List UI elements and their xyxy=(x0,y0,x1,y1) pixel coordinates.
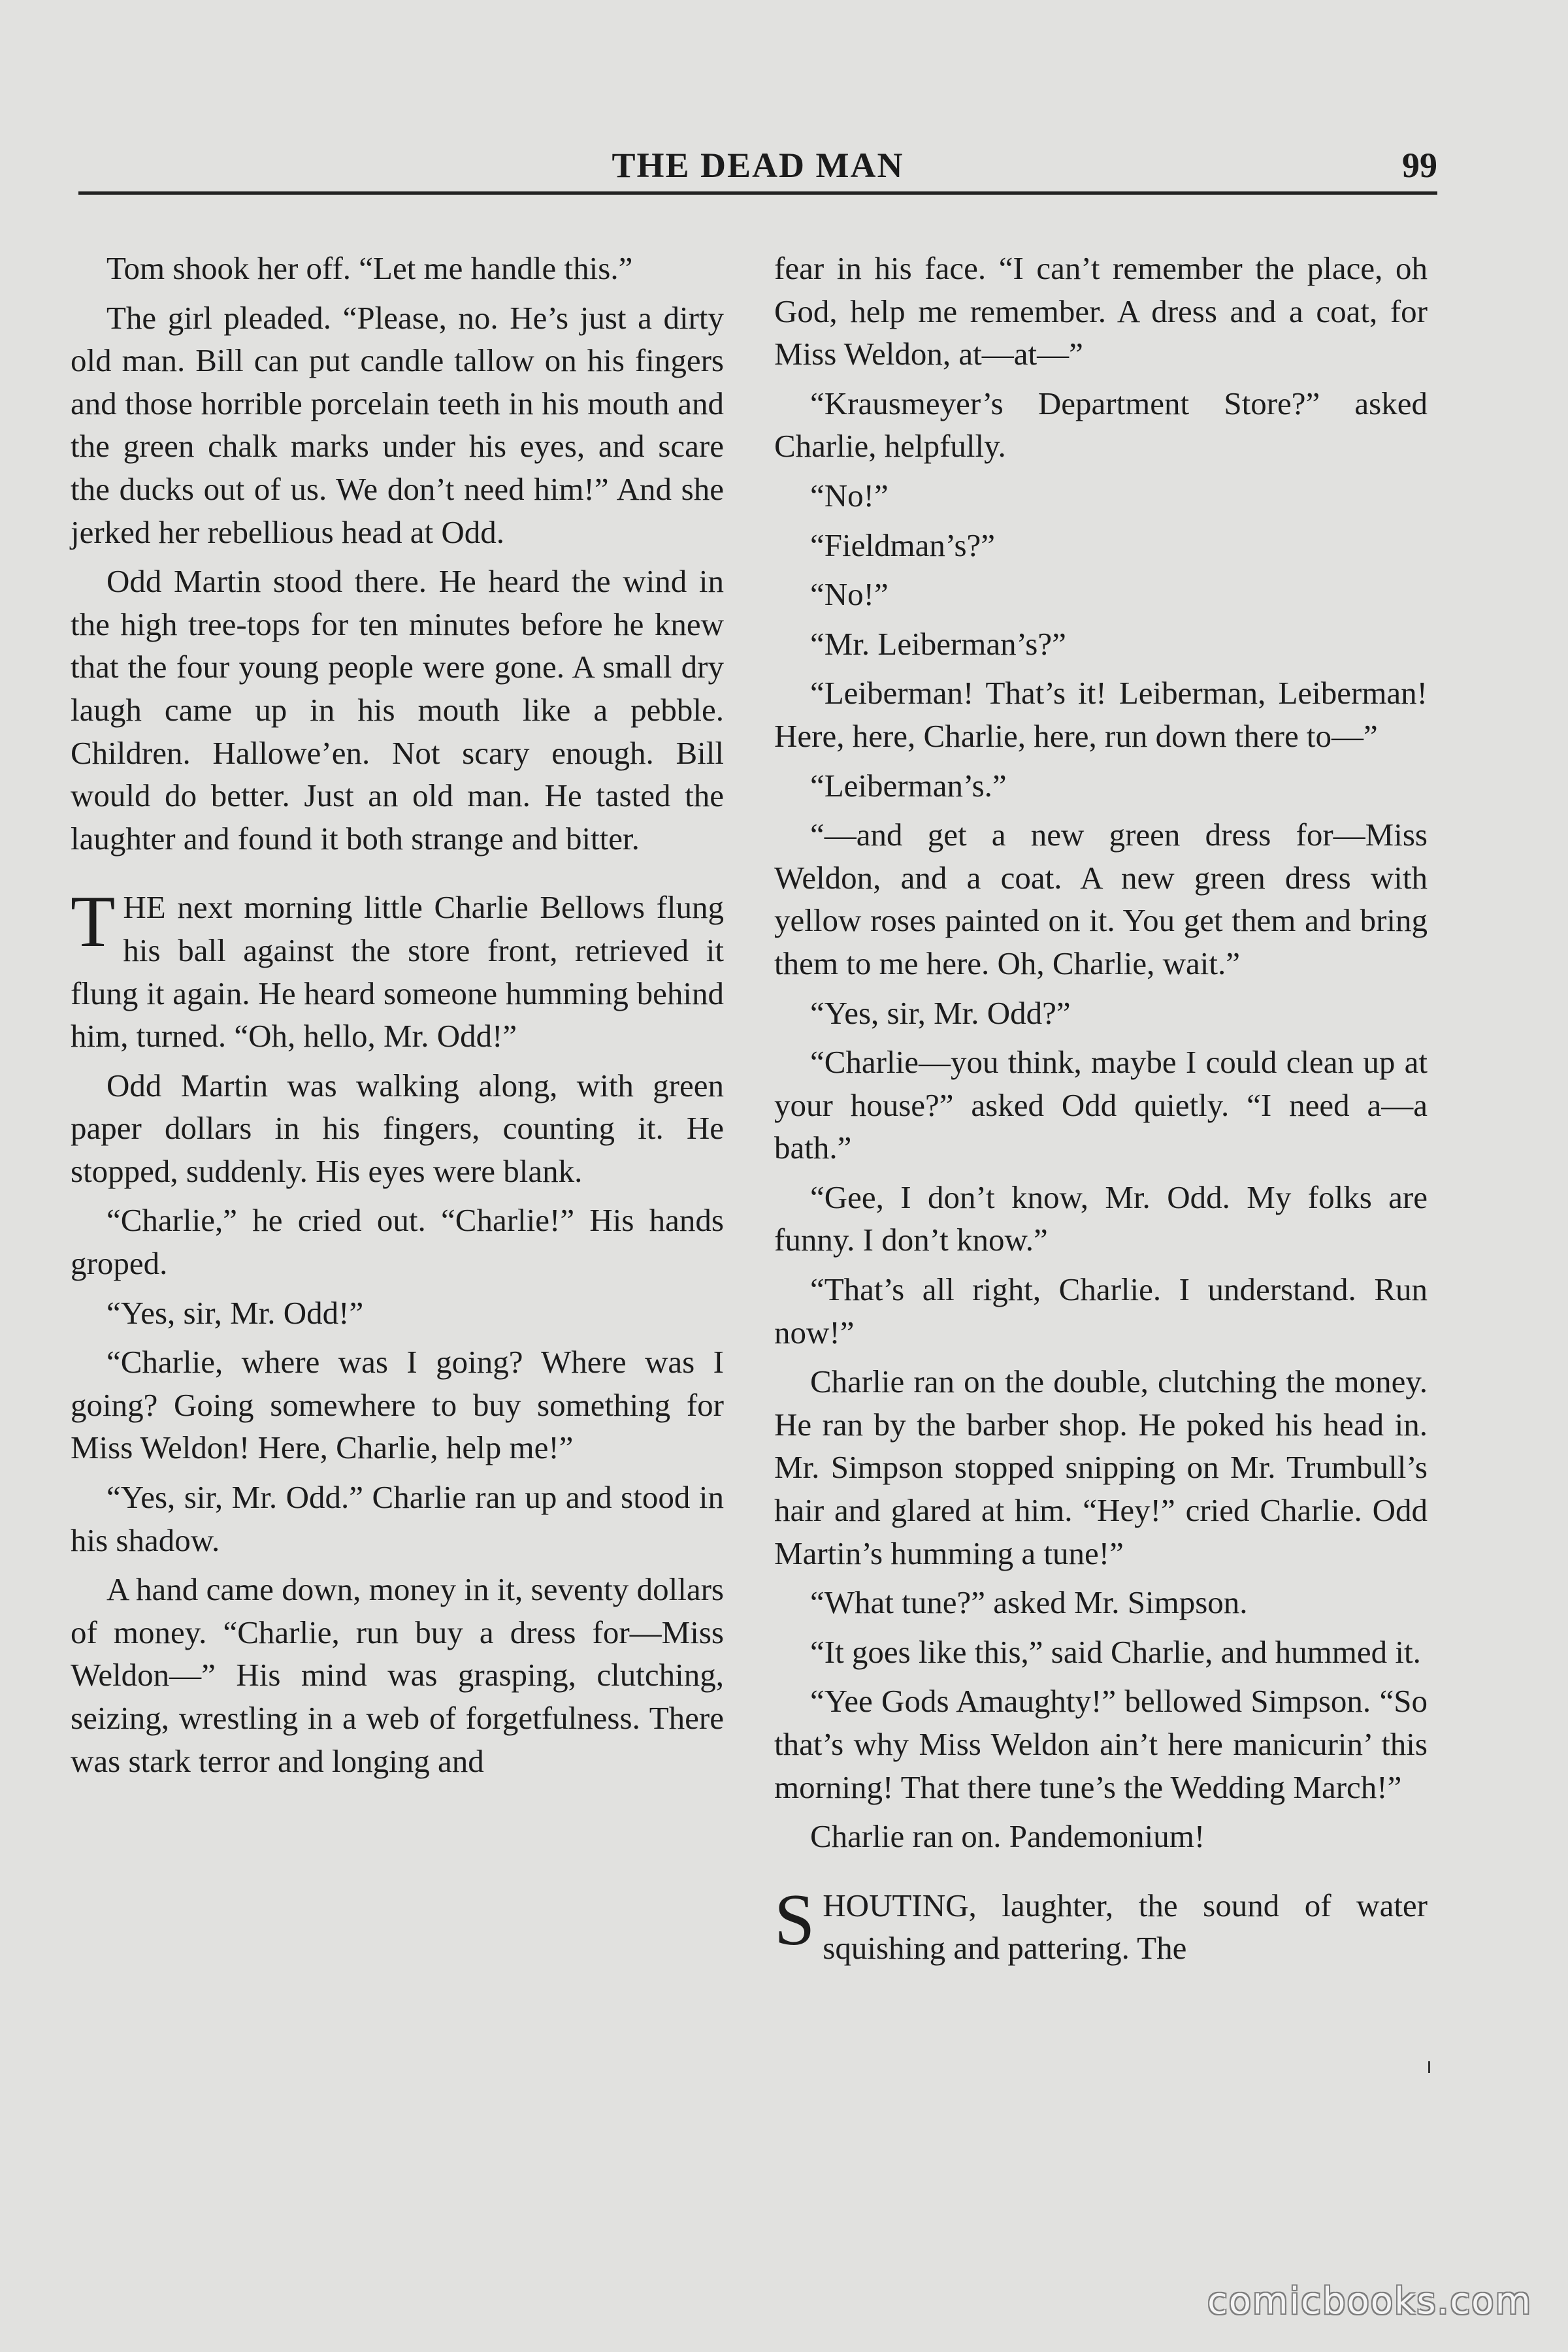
running-title: THE DEAD MAN xyxy=(612,146,904,185)
paragraph: “Yes, sir, Mr. Odd.” Charlie ran up and stood in his shadow. xyxy=(71,1479,724,1558)
paragraph: “Yes, sir, Mr. Odd!” xyxy=(106,1294,364,1331)
page-number: 99 xyxy=(1402,146,1437,185)
print-mark xyxy=(1428,2061,1430,2073)
left-column xyxy=(71,247,724,1789)
paragraph: “Yes, sir, Mr. Odd?” xyxy=(810,994,1071,1031)
paragraph: “Yee Gods Amaughty!” bellowed Simpson. “So that’s why Miss Weldon ain’t here manicurin’ this morning! That there tune’s the Wedding March!” xyxy=(774,1683,1428,1805)
paragraph: “It goes like this,” said Charlie, and hummed it. xyxy=(810,1633,1421,1670)
section-start-paragraph xyxy=(71,881,724,1057)
paragraph: Charlie ran on the double, clutching the money. He ran by the barber shop. He poked his head in. Mr. Simpson stopped snipping on Mr. Trumbull’s hair and glared at him. “Hey!” cried Charlie. Odd Martin’s humming a tune!” xyxy=(774,1364,1428,1571)
paragraph: “Charlie, where was I going? Where was I going? Going somewhere to buy something for Miss Weldon! Here, Charlie, help me!” xyxy=(71,1344,724,1466)
paragraph: A hand came down, money in it, seventy dollars of money. “Charlie, run buy a dress for—Miss Weldon—” His mind was grasping, clutching, seizing, wrestling in a web of forgetfulness. There was stark terror and longing and xyxy=(71,1571,724,1779)
drop-cap: T xyxy=(71,881,116,963)
paragraph: Odd Martin was walking along, with green paper dollars in his fingers, counting it. He stopped, suddenly. His eyes were blank. xyxy=(71,1067,724,1189)
page-header xyxy=(78,145,1437,184)
paragraph: Tom shook her off. “Let me handle this.” xyxy=(106,250,633,286)
paragraph: The girl pleaded. “Please, no. He’s just a dirty old man. Bill can put candle tallow on his fingers and those horrible porcelain teeth in his mouth and the green chalk marks under his eyes, and scare the ducks out of us. We don’t need him!” And she jerked her rebellious head at Odd. xyxy=(71,299,724,550)
paragraph: “That’s all right, Charlie. I understand. Run now!” xyxy=(774,1271,1428,1350)
paragraph: “—and get a new green dress for—Miss Weldon, and a coat. A new green dress with yellow roses painted on it. You get them and bring them to me here. Oh, Charlie, wait.” xyxy=(774,817,1428,981)
paragraph: “Gee, I don’t know, Mr. Odd. My folks are funny. I don’t know.” xyxy=(774,1179,1428,1258)
paragraph: “What tune?” asked Mr. Simpson. xyxy=(810,1584,1248,1621)
paragraph-text: HOUTING, laughter, the sound of water squishing and pattering. The xyxy=(823,1887,1428,1967)
header-rule xyxy=(78,191,1437,195)
paragraph: “No!” xyxy=(810,477,889,514)
right-column xyxy=(774,247,1428,1976)
paragraph: “Fieldman’s?” xyxy=(810,527,996,563)
paragraph: “Leiberman! That’s it! Leiberman, Leiberman! Here, here, Charlie, here, run down there to—” xyxy=(774,675,1428,754)
paragraph: Odd Martin stood there. He heard the wind in the high tree-tops for ten minutes before he knew that the four young people were gone. A small dry laugh came up in his mouth like a pebble. Children. Hallowe’en. Not scary enough. Bill would do better. Just an old man. He tasted the laughter and found it both strange and bitter. xyxy=(71,563,724,857)
paragraph: “Charlie,” he cried out. “Charlie!” His hands groped. xyxy=(71,1202,724,1282)
paragraph: “Mr. Leiberman’s?” xyxy=(810,625,1066,662)
drop-cap: S xyxy=(774,1879,815,1961)
paragraph: “No!” xyxy=(810,576,889,613)
site-watermark: comicbooks.com xyxy=(1207,2280,1532,2323)
paragraph-text: HE next morning little Charlie Bellows flung his ball against the store front, retrieved it flung it again. He heard someone humming behind him, turned. “Oh, hello, Mr. Odd!” xyxy=(71,889,724,1054)
section-start-paragraph xyxy=(774,1879,1428,1970)
paragraph: fear in his face. “I can’t remember the place, oh God, help me remember. A dress and a coat, for Miss Weldon, at—at—” xyxy=(774,250,1428,372)
paragraph: “Charlie—you think, maybe I could clean up at your house?” asked Odd quietly. “I need a—a bath.” xyxy=(774,1044,1428,1166)
paragraph: “Krausmeyer’s Department Store?” asked Charlie, helpfully. xyxy=(774,385,1428,465)
paragraph: “Leiberman’s.” xyxy=(810,767,1007,804)
paragraph: Charlie ran on. Pandemonium! xyxy=(810,1818,1205,1855)
